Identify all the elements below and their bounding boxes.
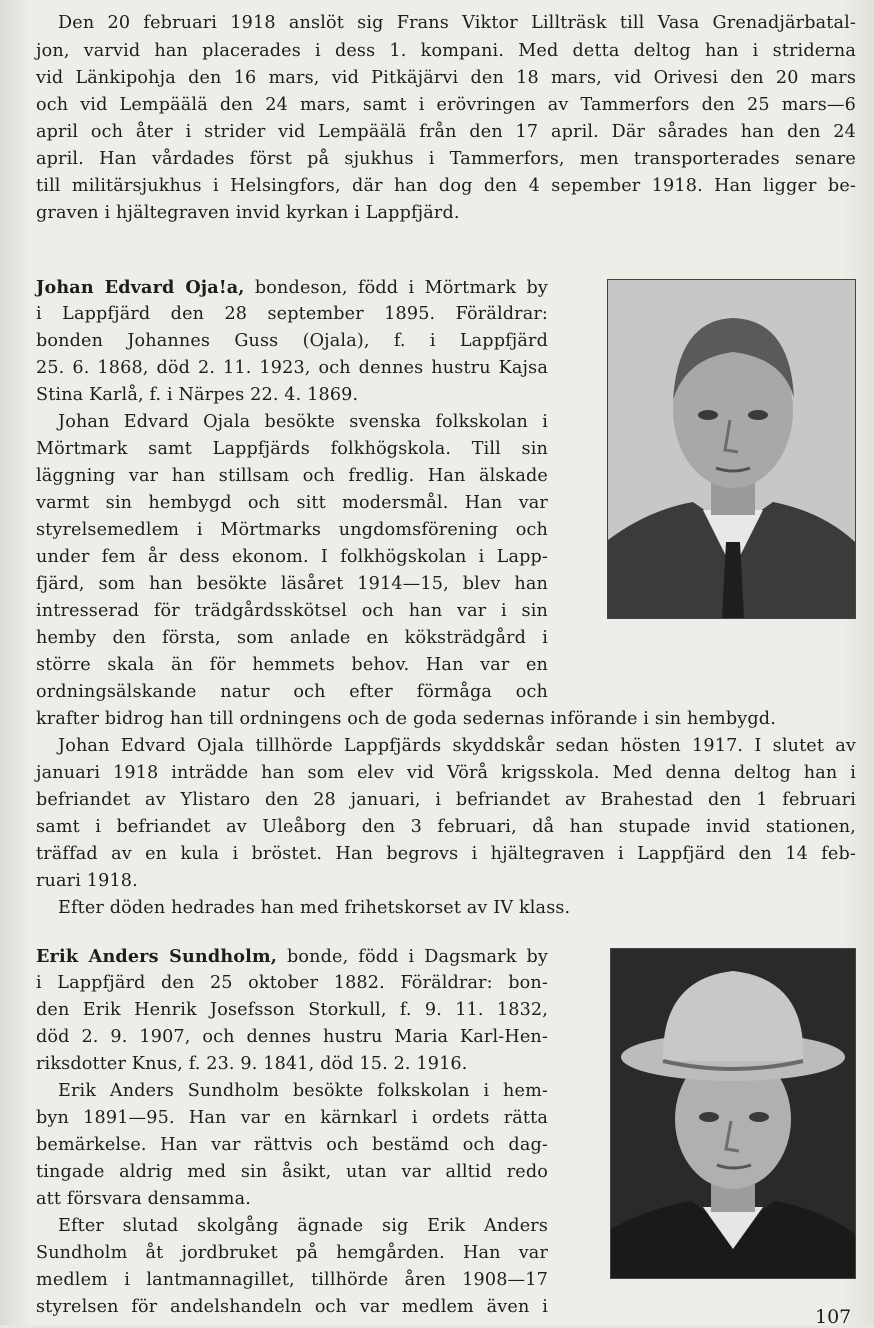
person-name: Johan Edvard Oja!a, [36, 277, 245, 298]
text-line: större skala än för hemmets behov. Han var en [36, 655, 548, 675]
text-line: styrelsemedlem i Mörtmarks ungdomsförening och [36, 520, 548, 540]
text-line: Johan Edvard Ojala tillhörde Lappfjärds skyddskår sedan hösten 1917. I slutet av [58, 736, 856, 756]
text-line: Stina Karlå, f. i Närpes 22. 4. 1869. [36, 385, 359, 405]
text-line: Sundholm åt jordbruket på hemgården. Han var [36, 1243, 548, 1263]
text-line: januari 1918 inträdde han som elev vid Vörå krigsskola. Med denna deltog han i [36, 763, 856, 783]
text-line: ruari 1918. [36, 871, 138, 891]
text-line: i Lappfjärd den 28 september 1895. Föräldrar: [36, 304, 548, 324]
text-line: Johan Edvard Ojala besökte svenska folkskolan i [58, 412, 548, 432]
text-line: Erik Anders Sundholm, bonde, född i Dagsmark by [36, 946, 549, 967]
text-line: att försvara densamma. [36, 1189, 251, 1209]
text-line: läggning var han stillsam och fredlig. Han älskade [36, 466, 548, 486]
person-name: Erik Anders Sundholm, [36, 946, 278, 967]
text-line: 25. 6. 1868, död 2. 11. 1923, och dennes hustru Kajsa [36, 358, 548, 378]
text-line: medlem i lantmannagillet, tillhörde åren 1908—17 [36, 1270, 548, 1290]
text-line: träffad av en kula i bröstet. Han begrovs i hjältegraven i Lappfjärd den 14 feb- [36, 844, 856, 864]
text-line: april. Han vårdades först på sjukhus i Tammerfors, men transporterades senare [36, 149, 856, 169]
text-line: död 2. 9. 1907, och dennes hustru Maria Karl-Hen- [36, 1027, 548, 1047]
text-line: och vid Lempäälä den 24 mars, samt i erövringen av Tammerfors den 25 mars—6 [36, 95, 856, 115]
text-line: riksdotter Knus, f. 23. 9. 1841, död 15. 2. 1916. [36, 1054, 468, 1074]
text-line: den Erik Henrik Josefsson Storkull, f. 9. 11. 1832, [36, 1000, 548, 1020]
text-line: till militärsjukhus i Helsingfors, där han dog den 4 sepember 1918. Han ligger be- [36, 176, 856, 196]
text-line: Mörtmark samt Lappfjärds folkhögskola. Till sin [36, 439, 548, 459]
text-line: bonden Johannes Guss (Ojala), f. i Lappfjärd [36, 331, 548, 351]
text-line: byn 1891—95. Han var en kärnkarl i ordets rätta [36, 1108, 548, 1128]
text-line: graven i hjältegraven invid kyrkan i Lappfjärd. [36, 203, 460, 223]
text-line: krafter bidrog han till ordningens och de goda sedernas införande i sin hembygd. [36, 709, 776, 729]
text-line: Johan Edvard Oja!a, bondeson, född i Mörtmark by [36, 277, 548, 298]
text-line: hemby den första, som anlade en köksträdgård i [36, 628, 548, 648]
page-number: 107 [815, 1306, 852, 1328]
portrait-photo-sundholm [610, 948, 856, 1279]
text-line: Erik Anders Sundholm besökte folkskolan i hem- [58, 1081, 548, 1101]
text-line: befriandet av Ylistaro den 28 januari, i befriandet av Brahestad den 1 februari [36, 790, 856, 810]
text-line: fjärd, som han besökte läsåret 1914—15, blev han [36, 574, 548, 594]
text-line: ordningsälskande natur och efter förmåga och [36, 682, 548, 702]
text-line: Den 20 februari 1918 anslöt sig Frans Viktor Lillträsk till Vasa Grenadjärbatal- [58, 13, 856, 33]
text-line: Efter döden hedrades han med frihetskorset av IV klass. [58, 898, 571, 918]
text-line: varmt sin hembygd och sitt modersmål. Han var [36, 493, 548, 513]
text-line: samt i befriandet av Uleåborg den 3 februari, då han stupade invid stationen, [36, 817, 856, 837]
text-line: styrelsen för andelshandeln och var medlem även i [36, 1297, 548, 1317]
text-line: under fem år dess ekonom. I folkhögskolan i Lapp- [36, 547, 548, 567]
text-line: bemärkelse. Han var rättvis och bestämd och dag- [36, 1135, 548, 1155]
text-line: jon, varvid han placerades i dess 1. kompani. Med detta deltog han i striderna [36, 41, 856, 61]
text-line: Efter slutad skolgång ägnade sig Erik Anders [58, 1216, 548, 1236]
portrait-photo-ojala [607, 279, 856, 619]
text-line: april och åter i strider vid Lempäälä från den 17 april. Där sårades han den 24 [36, 122, 856, 142]
text-line: tingade aldrig med sin åsikt, utan var alltid redo [36, 1162, 548, 1182]
text-line: i Lappfjärd den 25 oktober 1882. Föräldrar: bon- [36, 973, 548, 993]
text-line: vid Länkipohja den 16 mars, vid Pitkäjärvi den 18 mars, vid Orivesi den 20 mars [36, 68, 856, 88]
text-line: intresserad för trädgårdsskötsel och han var i sin [36, 601, 548, 621]
